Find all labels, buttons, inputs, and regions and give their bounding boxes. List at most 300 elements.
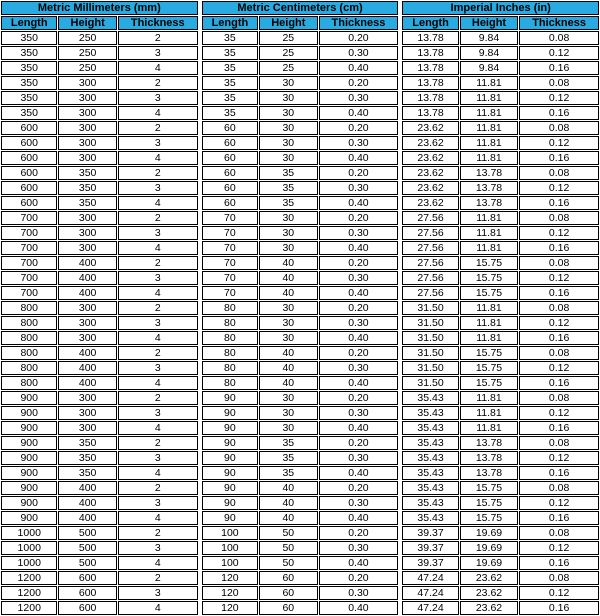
table-cell: 0.40 <box>319 601 399 615</box>
table-cell: 400 <box>58 361 116 375</box>
table-row <box>202 286 399 300</box>
table-cell: 300 <box>58 331 116 345</box>
table-cell: 60 <box>202 166 258 180</box>
table-cell: 120 <box>202 571 258 585</box>
table-cell: 4 <box>118 286 198 300</box>
table-cell: 900 <box>1 511 57 525</box>
table-row <box>1 391 198 405</box>
table-cell: 90 <box>202 511 258 525</box>
table-row <box>402 271 599 285</box>
table-cell: 35 <box>202 31 258 45</box>
table-cell: 4 <box>118 151 198 165</box>
table-row <box>202 271 399 285</box>
table-cell: 2 <box>118 391 198 405</box>
table-row <box>402 286 599 300</box>
column-header-height: Height <box>259 16 317 30</box>
table-cell: 31.50 <box>402 361 458 375</box>
table-row <box>402 346 599 360</box>
table-cell: 50 <box>259 556 317 570</box>
table-row <box>202 376 399 390</box>
table-cell: 0.16 <box>519 241 599 255</box>
table-cell: 3 <box>118 541 198 555</box>
table-cell: 0.12 <box>519 271 599 285</box>
table-cell: 11.81 <box>460 121 518 135</box>
table-row <box>202 256 399 270</box>
table-cell: 0.08 <box>519 346 599 360</box>
column-header-length: Length <box>202 16 258 30</box>
table-cell: 15.75 <box>460 256 518 270</box>
table-cell: 39.37 <box>402 556 458 570</box>
table-cell: 0.20 <box>319 121 399 135</box>
table-cell: 350 <box>1 76 57 90</box>
table-cell: 35 <box>259 436 317 450</box>
table-row <box>202 466 399 480</box>
table-row <box>202 511 399 525</box>
table-row <box>1 31 198 45</box>
table-cell: 90 <box>202 451 258 465</box>
table-cell: 0.20 <box>319 526 399 540</box>
table-cell: 15.75 <box>460 376 518 390</box>
table-cell: 35 <box>202 91 258 105</box>
table-cell: 0.12 <box>519 136 599 150</box>
table-cell: 11.81 <box>460 151 518 165</box>
table-cell: 350 <box>1 46 57 60</box>
table-cell: 0.12 <box>519 46 599 60</box>
table-cell: 40 <box>259 496 317 510</box>
table-cell: 0.12 <box>519 361 599 375</box>
table-cell: 60 <box>202 181 258 195</box>
table-cell: 800 <box>1 331 57 345</box>
table-row <box>202 421 399 435</box>
table-cell: 0.16 <box>519 286 599 300</box>
table-cell: 300 <box>58 76 116 90</box>
table-cell: 0.16 <box>519 376 599 390</box>
table-row <box>402 61 599 75</box>
table-cell: 15.75 <box>460 271 518 285</box>
column-header-thickness: Thickness <box>519 16 599 30</box>
table-row <box>1 541 198 555</box>
table-row <box>202 556 399 570</box>
table-row <box>402 241 599 255</box>
table-cell: 0.12 <box>519 451 599 465</box>
table-cell: 800 <box>1 361 57 375</box>
table-cell: 40 <box>259 256 317 270</box>
table-cell: 400 <box>58 511 116 525</box>
table-cell: 4 <box>118 421 198 435</box>
table-row <box>402 121 599 135</box>
table-cell: 11.81 <box>460 76 518 90</box>
table-cell: 0.40 <box>319 241 399 255</box>
table-cell: 27.56 <box>402 211 458 225</box>
table-cell: 0.08 <box>519 166 599 180</box>
table-cell: 35.43 <box>402 421 458 435</box>
table-cell: 47.24 <box>402 586 458 600</box>
table-cell: 0.08 <box>519 481 599 495</box>
table-cell: 3 <box>118 361 198 375</box>
table-cell: 80 <box>202 331 258 345</box>
table-cell: 0.30 <box>319 271 399 285</box>
table-row <box>402 421 599 435</box>
table-cell: 23.62 <box>402 136 458 150</box>
table-cell: 40 <box>259 481 317 495</box>
table-cell: 0.20 <box>319 166 399 180</box>
table-cell: 11.81 <box>460 316 518 330</box>
table-cell: 250 <box>58 61 116 75</box>
table-cell: 1200 <box>1 586 57 600</box>
table-cell: 60 <box>202 121 258 135</box>
table-row <box>402 166 599 180</box>
table-cell: 600 <box>1 136 57 150</box>
column-header-thickness: Thickness <box>118 16 198 30</box>
table-row <box>1 46 198 60</box>
table-cell: 350 <box>1 106 57 120</box>
table-cell: 35 <box>202 106 258 120</box>
table-cell: 500 <box>58 526 116 540</box>
table-row <box>1 226 198 240</box>
table-cell: 0.08 <box>519 76 599 90</box>
table-cell: 47.24 <box>402 571 458 585</box>
table-cell: 350 <box>58 166 116 180</box>
table-cell: 30 <box>259 211 317 225</box>
table-row <box>202 46 399 60</box>
table-row <box>402 376 599 390</box>
table-cell: 25 <box>259 31 317 45</box>
table-cell: 11.81 <box>460 211 518 225</box>
table-cell: 40 <box>259 511 317 525</box>
table-cell: 0.30 <box>319 136 399 150</box>
table-cell: 4 <box>118 511 198 525</box>
table-cell: 4 <box>118 196 198 210</box>
table-cell: 11.81 <box>460 136 518 150</box>
table-cell: 90 <box>202 496 258 510</box>
table-cell: 30 <box>259 121 317 135</box>
group-title-metric-mm: Metric Millimeters (mm) <box>1 1 198 15</box>
table-cell: 35.43 <box>402 481 458 495</box>
table-cell: 900 <box>1 406 57 420</box>
imperial-in-table-body <box>402 31 599 615</box>
table-row <box>202 481 399 495</box>
table-cell: 2 <box>118 211 198 225</box>
table-cell: 350 <box>1 31 57 45</box>
table-cell: 30 <box>259 331 317 345</box>
table-cell: 0.20 <box>319 301 399 315</box>
table-cell: 0.30 <box>319 181 399 195</box>
table-row <box>1 106 198 120</box>
table-row <box>402 301 599 315</box>
table-cell: 0.20 <box>319 436 399 450</box>
table-cell: 35.43 <box>402 511 458 525</box>
table-cell: 400 <box>58 376 116 390</box>
table-cell: 3 <box>118 406 198 420</box>
table-row <box>1 451 198 465</box>
table-cell: 700 <box>1 226 57 240</box>
table-cell: 600 <box>58 601 116 615</box>
table-row <box>202 496 399 510</box>
table-cell: 3 <box>118 181 198 195</box>
table-cell: 100 <box>202 526 258 540</box>
table-cell: 40 <box>259 346 317 360</box>
table-cell: 0.12 <box>519 91 599 105</box>
table-cell: 500 <box>58 556 116 570</box>
table-row <box>1 196 198 210</box>
table-cell: 250 <box>58 46 116 60</box>
table-row <box>202 301 399 315</box>
table-cell: 13.78 <box>460 166 518 180</box>
table-cell: 39.37 <box>402 526 458 540</box>
table-row <box>202 181 399 195</box>
table-row <box>202 76 399 90</box>
table-cell: 0.40 <box>319 286 399 300</box>
table-cell: 35 <box>202 46 258 60</box>
table-cell: 25 <box>259 61 317 75</box>
table-cell: 1000 <box>1 526 57 540</box>
table-row <box>202 346 399 360</box>
table-row <box>202 136 399 150</box>
table-cell: 700 <box>1 286 57 300</box>
table-cell: 350 <box>58 451 116 465</box>
table-cell: 35 <box>202 76 258 90</box>
table-cell: 4 <box>118 376 198 390</box>
table-cell: 35 <box>259 196 317 210</box>
table-cell: 4 <box>118 61 198 75</box>
table-cell: 0.08 <box>519 121 599 135</box>
table-cell: 23.62 <box>402 181 458 195</box>
table-cell: 0.12 <box>519 226 599 240</box>
table-cell: 0.40 <box>319 511 399 525</box>
table-cell: 700 <box>1 256 57 270</box>
table-cell: 3 <box>118 136 198 150</box>
table-row <box>1 466 198 480</box>
table-cell: 0.40 <box>319 151 399 165</box>
table-row <box>1 421 198 435</box>
table-cell: 60 <box>259 586 317 600</box>
table-cell: 27.56 <box>402 271 458 285</box>
group-header-row <box>202 1 399 15</box>
group-title-imperial-in: Imperial Inches (in) <box>402 1 599 15</box>
table-cell: 0.16 <box>519 196 599 210</box>
table-row <box>202 586 399 600</box>
table-cell: 2 <box>118 481 198 495</box>
table-cell: 35 <box>202 61 258 75</box>
table-row <box>202 391 399 405</box>
table-cell: 30 <box>259 391 317 405</box>
table-cell: 13.78 <box>402 31 458 45</box>
table-row <box>402 256 599 270</box>
table-cell: 0.08 <box>519 436 599 450</box>
table-row <box>402 361 599 375</box>
table-row <box>202 541 399 555</box>
table-cell: 900 <box>1 496 57 510</box>
table-cell: 70 <box>202 226 258 240</box>
column-header-height: Height <box>460 16 518 30</box>
table-cell: 80 <box>202 361 258 375</box>
table-cell: 90 <box>202 436 258 450</box>
table-cell: 0.16 <box>519 61 599 75</box>
table-cell: 300 <box>58 226 116 240</box>
table-cell: 30 <box>259 316 317 330</box>
table-cell: 0.40 <box>319 376 399 390</box>
table-cell: 0.20 <box>319 481 399 495</box>
table-row <box>1 256 198 270</box>
table-cell: 30 <box>259 241 317 255</box>
table-row <box>402 46 599 60</box>
table-cell: 350 <box>58 196 116 210</box>
table-cell: 0.16 <box>519 151 599 165</box>
table-cell: 23.62 <box>402 166 458 180</box>
table-cell: 4 <box>118 106 198 120</box>
table-cell: 23.62 <box>402 196 458 210</box>
table-cell: 4 <box>118 556 198 570</box>
table-cell: 35 <box>259 466 317 480</box>
table-cell: 30 <box>259 421 317 435</box>
table-cell: 100 <box>202 541 258 555</box>
table-cell: 0.12 <box>519 586 599 600</box>
table-cell: 0.12 <box>519 541 599 555</box>
table-row <box>1 181 198 195</box>
table-cell: 1000 <box>1 541 57 555</box>
table-cell: 800 <box>1 376 57 390</box>
table-cell: 90 <box>202 406 258 420</box>
table-cell: 0.12 <box>519 496 599 510</box>
table-cell: 0.30 <box>319 361 399 375</box>
table-row <box>1 151 198 165</box>
table-cell: 3 <box>118 271 198 285</box>
table-cell: 0.16 <box>519 556 599 570</box>
table-cell: 35.43 <box>402 391 458 405</box>
table-row <box>1 601 198 615</box>
table-cell: 50 <box>259 541 317 555</box>
table-cell: 35.43 <box>402 496 458 510</box>
table-cell: 31.50 <box>402 316 458 330</box>
table-cell: 400 <box>58 256 116 270</box>
table-cell: 0.30 <box>319 46 399 60</box>
table-cell: 70 <box>202 211 258 225</box>
table-row <box>202 436 399 450</box>
table-cell: 120 <box>202 601 258 615</box>
table-row <box>402 586 599 600</box>
table-row <box>402 211 599 225</box>
table-cell: 11.81 <box>460 106 518 120</box>
table-cell: 15.75 <box>460 511 518 525</box>
table-cell: 30 <box>259 406 317 420</box>
table-cell: 40 <box>259 286 317 300</box>
table-row <box>202 316 399 330</box>
table-row <box>1 346 198 360</box>
table-cell: 27.56 <box>402 256 458 270</box>
table-row <box>402 106 599 120</box>
table-cell: 0.30 <box>319 91 399 105</box>
table-cell: 900 <box>1 451 57 465</box>
table-cell: 23.62 <box>460 586 518 600</box>
table-cell: 600 <box>58 571 116 585</box>
table-cell: 70 <box>202 286 258 300</box>
table-cell: 300 <box>58 106 116 120</box>
table-cell: 800 <box>1 346 57 360</box>
table-cell: 0.20 <box>319 571 399 585</box>
table-cell: 31.50 <box>402 331 458 345</box>
table-cell: 900 <box>1 466 57 480</box>
table-row <box>402 406 599 420</box>
table-row <box>402 541 599 555</box>
metric-cm-table <box>201 0 400 616</box>
table-cell: 300 <box>58 316 116 330</box>
table-cell: 0.40 <box>319 196 399 210</box>
table-row <box>402 481 599 495</box>
table-cell: 0.40 <box>319 106 399 120</box>
column-header-height: Height <box>58 16 116 30</box>
table-cell: 9.84 <box>460 46 518 60</box>
group-title-metric-cm: Metric Centimeters (cm) <box>202 1 399 15</box>
table-row <box>1 316 198 330</box>
table-cell: 35 <box>259 166 317 180</box>
table-cell: 35.43 <box>402 451 458 465</box>
table-cell: 0.16 <box>519 601 599 615</box>
table-cell: 600 <box>1 151 57 165</box>
table-row <box>1 481 198 495</box>
table-cell: 23.62 <box>460 601 518 615</box>
metric-mm-table-body <box>1 31 198 615</box>
table-cell: 0.16 <box>519 106 599 120</box>
table-cell: 120 <box>202 586 258 600</box>
table-cell: 11.81 <box>460 226 518 240</box>
table-cell: 50 <box>259 526 317 540</box>
table-cell: 30 <box>259 301 317 315</box>
table-cell: 90 <box>202 466 258 480</box>
table-cell: 0.08 <box>519 256 599 270</box>
group-header-row <box>402 1 599 15</box>
table-cell: 1200 <box>1 601 57 615</box>
table-row <box>1 136 198 150</box>
table-row <box>202 106 399 120</box>
table-cell: 0.08 <box>519 301 599 315</box>
table-cell: 600 <box>1 181 57 195</box>
table-cell: 15.75 <box>460 346 518 360</box>
table-cell: 300 <box>58 151 116 165</box>
metric-cm-table-body <box>202 31 399 615</box>
table-cell: 2 <box>118 121 198 135</box>
table-cell: 30 <box>259 91 317 105</box>
table-cell: 0.12 <box>519 406 599 420</box>
table-row <box>1 436 198 450</box>
table-cell: 0.12 <box>519 316 599 330</box>
table-cell: 0.20 <box>319 76 399 90</box>
table-cell: 300 <box>58 211 116 225</box>
table-cell: 0.12 <box>519 181 599 195</box>
table-cell: 0.16 <box>519 511 599 525</box>
table-cell: 80 <box>202 316 258 330</box>
table-cell: 0.40 <box>319 556 399 570</box>
imperial-in-table <box>401 0 600 616</box>
table-cell: 0.16 <box>519 466 599 480</box>
table-cell: 11.81 <box>460 331 518 345</box>
table-row <box>202 601 399 615</box>
table-cell: 0.08 <box>519 211 599 225</box>
table-row <box>202 166 399 180</box>
table-cell: 300 <box>58 136 116 150</box>
table-cell: 0.40 <box>319 421 399 435</box>
table-row <box>402 91 599 105</box>
table-cell: 25 <box>259 46 317 60</box>
table-row <box>1 166 198 180</box>
table-cell: 0.20 <box>319 31 399 45</box>
table-cell: 2 <box>118 571 198 585</box>
table-cell: 30 <box>259 136 317 150</box>
table-cell: 80 <box>202 301 258 315</box>
table-cell: 900 <box>1 421 57 435</box>
table-row <box>402 601 599 615</box>
table-row <box>402 31 599 45</box>
table-row <box>1 121 198 135</box>
